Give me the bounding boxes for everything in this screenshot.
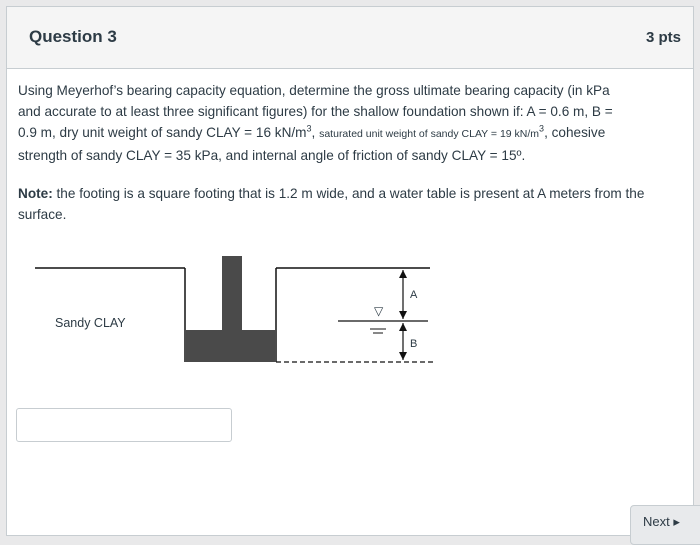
superscript-2: 3 xyxy=(539,123,545,134)
prompt-line-3a: 0.9 m, dry unit weight of sandy CLAY = 16 kN/m xyxy=(18,125,307,140)
next-button[interactable]: Next ▸ xyxy=(630,505,700,545)
superscript-1: 3 xyxy=(306,123,312,134)
prompt-line-2: and accurate to at least three significant figures) for the shallow foundation shown if: A = 0.6 m, B = xyxy=(18,104,613,119)
prompt-line-3-small: saturated unit weight of sandy CLAY = 19 kN/m xyxy=(319,128,540,140)
prompt-line-1: Using Meyerhof’s bearing capacity equation, determine the gross ultimate bearing capacity (in kPa xyxy=(18,83,610,98)
prompt-line-3c: , cohesive xyxy=(544,125,606,140)
note-label: Note: xyxy=(18,186,53,201)
dimension-b-arrow-bottom xyxy=(399,352,407,360)
prompt-line-4: strength of sandy CLAY = 35 kPa, and internal angle of friction of sandy CLAY = 15º. xyxy=(18,148,526,163)
prompt-line-3b: , xyxy=(311,125,320,140)
footing-column xyxy=(222,256,242,330)
note-text: the footing is a square footing that is 1.2 m wide, and a water table is present at A meters from the surface. xyxy=(18,186,645,222)
dimension-a-arrow-top xyxy=(399,270,407,278)
footing-base xyxy=(186,330,275,362)
water-table-icon: ▽ xyxy=(374,304,384,318)
question-points: 3 pts xyxy=(645,29,681,46)
dimension-b-label: B xyxy=(410,338,418,350)
dimension-a-arrow-bottom xyxy=(399,311,407,319)
dimension-b-arrow-top xyxy=(399,323,407,331)
soil-label: Sandy CLAY xyxy=(55,316,126,330)
question-title: Question 3 xyxy=(29,27,117,46)
answer-input[interactable] xyxy=(16,408,232,442)
dimension-a-label: A xyxy=(410,289,418,301)
